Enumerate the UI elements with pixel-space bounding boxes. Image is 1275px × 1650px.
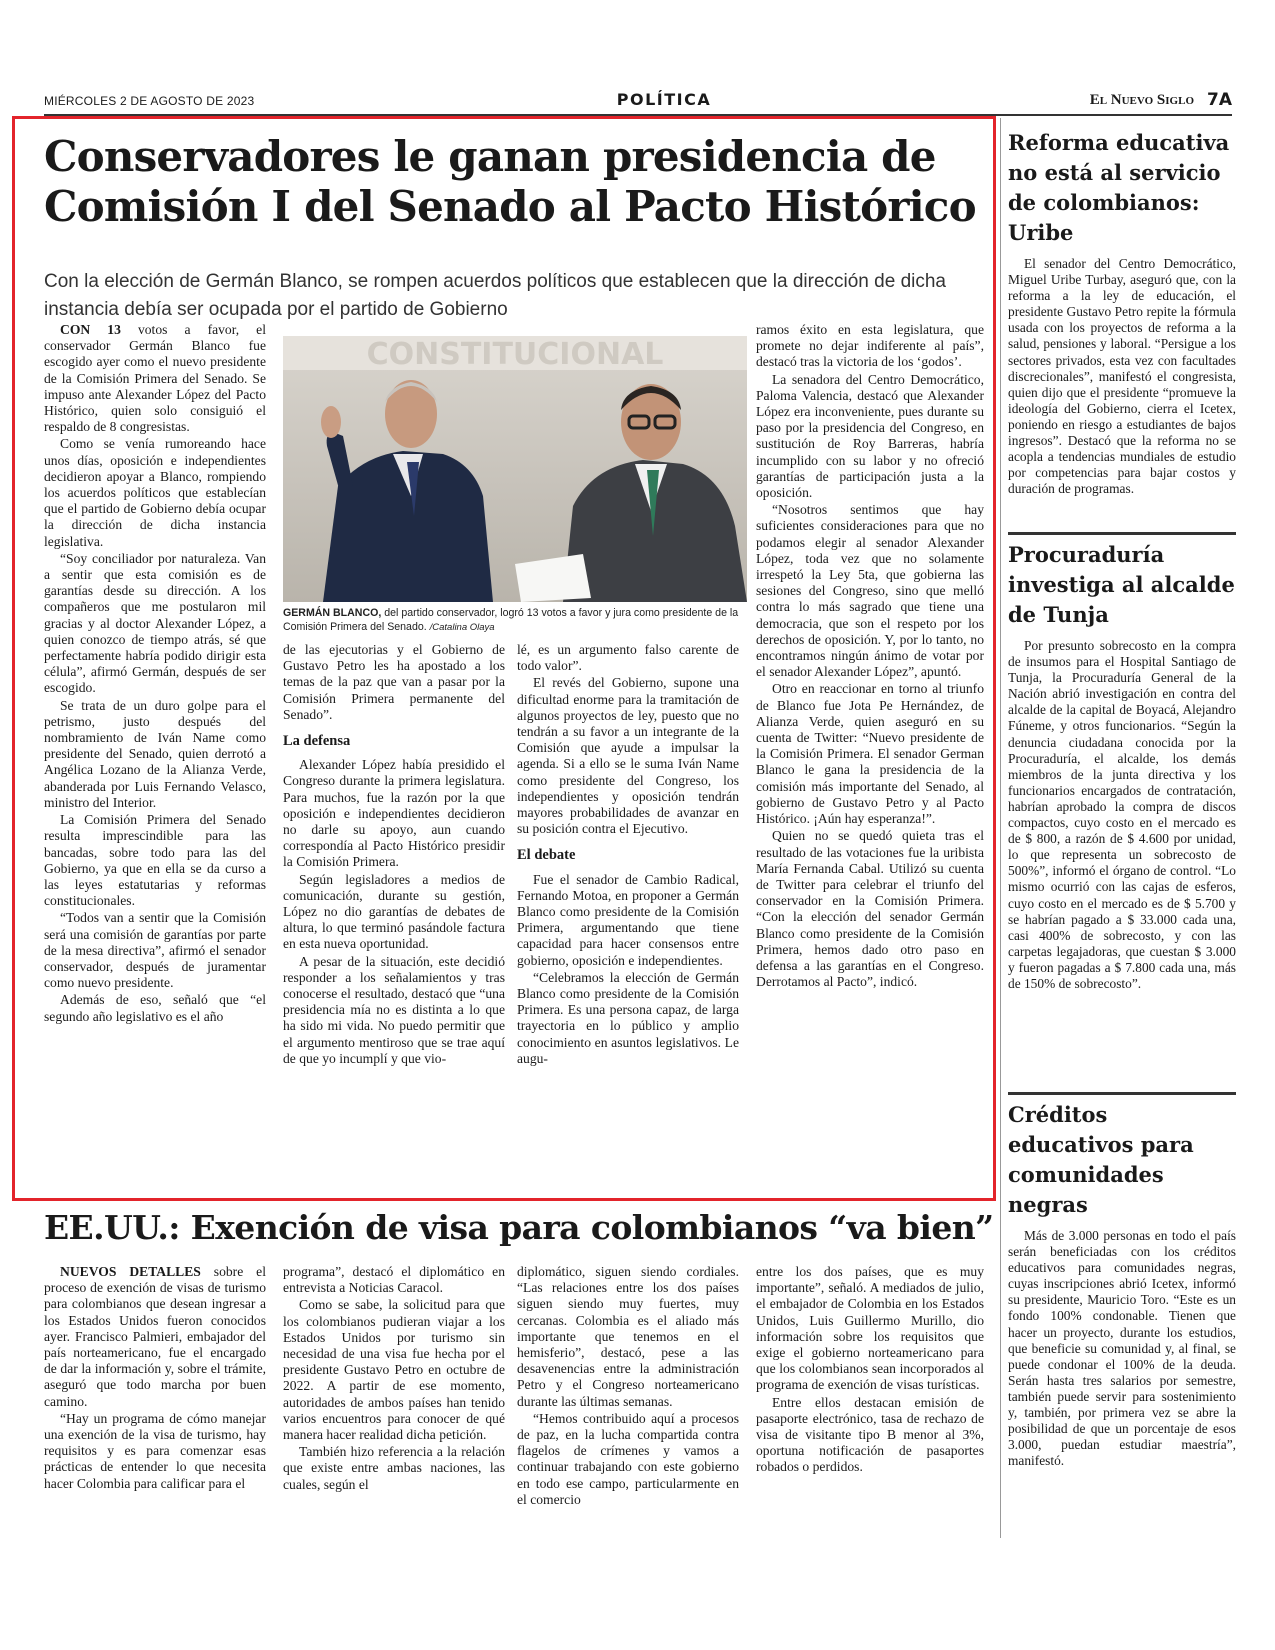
header-paper-name: El Nuevo Siglo [1089,92,1194,108]
paragraph: “Nosotros sentimos que hay suficientes consideraciones para que no podamos elegir al senador Alexander López, toda vez que no solamente irrespetó la Ley 5ta, que gobierna las sesiones del Congreso, sino que melló contra lo más sagrado que tiene una democracia, que son el respeto por los derechos de oposición. Y, por lo tanto, no encontramos ningún ánimo de votar por el senador Alexander López”, apuntó. [756,502,984,680]
paragraph: Además de eso, señaló que “el segundo año legislativo es el año [44,992,266,1024]
paragraph: “Hemos contribuido aquí a procesos de paz, en la lucha compartida contra flagelos de crímenes y vamos a continuar trabajando con este gobierno en todo ese campo, particularmente en el comercio [517,1410,739,1507]
paragraph: de las ejecutorias y el Gobierno de Gustavo Petro les ha apostado a los temas de la paz que van a pasar por la Comisión Primera permanente del Senado”. [283,642,505,722]
sidebar-story-procuraduria [1008,540,1236,993]
page-header [44,90,1232,116]
caption-text: del partido conservador, logró 13 votos a favor y jura como presidente de la Comisión Primera del Senado. [283,607,739,633]
caption-name: GERMÁN BLANCO, [283,607,382,619]
sidebar-story-body [1008,638,1236,992]
header-section: POLÍTICA [616,90,712,109]
paragraph [44,322,266,435]
visa-column-4 [756,1264,984,1477]
subhead-debate: El debate [517,847,576,864]
sidebar-story-body [1008,1228,1236,1469]
paragraph: Alexander López había presidido el Congreso durante la primera legislatura. Para muchos, fue la razón por la que oposición e independientes decidieron no darle su apoyo, aun cuando correspondía al Pacto Histórico presidir la Comisión Primera. [283,757,505,870]
paragraph: Se trata de un duro golpe para el petrismo, justo después del nombramiento de Iván Name como presidente del Senado, quien derrotó a Angélica Lozano de la Alianza Verde, abanderada por Luis Fernando Velasco, ministro del Interior. [44,697,266,810]
visa-column-1 [44,1264,266,1493]
caption-credit: /Catalina Olaya [429,622,495,633]
header-page-number: 7A [1207,90,1232,110]
paragraph: La senadora del Centro Democrático, Paloma Valencia, destacó que Alexander López era inconveniente, pues durante su paso por la presidencia del Congreso, en sustitución de Roy Barreras, habría incumplido con su labor y no ofreció garantías de participación justa a la oposición. [756,371,984,501]
paragraph: programa”, destacó el diplomático en entrevista a Noticias Caracol. [283,1264,505,1296]
visa-column-3 [517,1264,739,1509]
main-column-2 [283,642,505,1068]
main-column-4 [756,322,984,991]
kicker: CON 13 [60,322,121,337]
photo-caption [283,606,747,635]
paragraph: La Comisión Primera del Senado resulta imprescindible para las bancadas, sobre todo para las del Gobierno, ya que en ella se da curso a las leyes estatutarias y reformas constitucionales. [44,812,266,909]
main-headline: Conservadores le ganan presidencia de Comisión I del Senado al Pacto Histórico [44,132,976,231]
paragraph: A pesar de la situación, este decidió responder a los señalamientos y tras conocerse el resultado, destacó que “una presidencia mía no es distinta a lo que ha sido mi vida. No puedo permitir que el argumento mentiroso que se trae aquí de que yo incumplí y que vio- [283,953,505,1066]
paragraph: “Hay un programa de cómo manejar una exención de la visa de turismo, hay requisitos y es para comenzar esas prácticas de entender lo que necesita hacer Colombia para calificar para el [44,1410,266,1491]
paragraph: El senador del Centro Democrático, Miguel Uribe Turbay, aseguró que, con la reforma a la ley de educación, el presidente Gustavo Petro repite la fórmula usada con los proyectos de reforma a la salud, pensiones y laboral. “Persigue a los sectores privados, esta vez con facultades discrecionales”, manifestó el congresista, quien dijo que el presidente “promueve la ideología del Gobierno, cierra el Icetex, poniendo en riesgo a estudiantes de bajos ingresos”. Destacó que la reforma no se acopla a tendencias mundiales de estudio por competencias para bajar costos y duración de programas. [1008,256,1236,497]
sidebar-story-title: Créditos educativos para comunidades negras [1008,1102,1194,1217]
paragraph: lé, es un argumento falso carente de todo valor”. [517,642,739,674]
sidebar-story-title: Reforma educativa no está al servicio de colombianos: Uribe [1008,130,1230,245]
kicker: NUEVOS DETALLES [60,1264,201,1279]
paragraph: Como se venía rumoreando hace unos días, oposición e independientes decidieron apoyar a Blanco, rompiendo los acuerdos políticos que establecían que el partido de Gobierno debía ocupar la dirección de dicha instancia legislativa. [44,436,266,549]
sidebar-divider [1000,118,1001,1538]
main-column-1 [44,322,266,1026]
paragraph: Por presunto sobrecosto en la compra de insumos para el Hospital Santiago de Tunja, la Procuraduría General de la Nación abrió investigación en contra del alcalde de la capital de Boyacá, Alejandro Fúneme, y otros funcionarios. “Según la denuncia ciudadana conocida por la Procuraduría, el alcalde, los demás miembros de la junta directiva y los funcionarios encargados de contratación, habrían aprobado la compra de discos compactos, cuyo costo en el mercado es de $ 800, a razón de $ 4.600 por unidad, lo que representa un sobrecosto de 500%”, informó el órgano de control. “Lo mismo ocurrió con las cajas de esferos, cuyo costo en el mercado es de $ 5.700 y se habrían pagado a $ 33.000 cada una, casi 400% de sobrecosto, y con las carpetas legajadoras, que cuestan $ 3.000 y fueron pagadas a $ 7.800 cada una, más de 150% de sobrecosto”. [1008,638,1236,991]
paragraph-text: sobre el proceso de exención de visas de turismo para colombianos que desean ingresar a los Estados Unidos fueron conocidos ayer. Francisco Palmieri, embajador del país norteamericano, fue el encargado de dar la información y, sobre el trámite, aseguró que todo marcha por buen camino. [44,1264,266,1409]
photo-background-text: CONSTITUCIONAL [366,337,664,372]
visa-headline: EE.UU.: Exención de visa para colombianos “va bien” [44,1208,994,1247]
paragraph: Según legisladores a medios de comunicación, durante su gestión, López no dio garantías de debates de altura, lo que terminó pasándole factura en esta nueva oportunidad. [283,871,505,952]
sidebar-story-title: Procuraduría investiga al alcalde de Tunja [1008,542,1235,627]
paragraph [44,1264,266,1410]
paragraph: También hizo referencia a la relación que existe entre ambas naciones, las cuales, según el [283,1444,505,1492]
paragraph-text: votos a favor, el conservador Germán Blanco fue escogido ayer como el nuevo presidente de la Comisión Primera del Senado. Se impuso ante Alexander López del Pacto Histórico, quien solo consiguió el respaldo de 8 congresistas. [44,322,266,435]
paragraph: El revés del Gobierno, supone una dificultad enorme para la tramitación de algunos proyectos de ley, puesto que no tendrán a su favor a un integrante de la Comisión que ayude a impulsar la agenda. Si a ello se le suma Iván Name como presidente del Congreso, los independientes y oposición tendrán mayores probabilidades de avanzar en su posición contra el Ejecutivo. [517,675,739,837]
paragraph: Fue el senador de Cambio Radical, Fernando Motoa, en proponer a Germán Blanco como presidente de la Comisión Primera, argumentando que tiene capacidad para hacer consensos entre gobierno, oposición e independientes. [517,871,739,968]
sidebar-separator [1008,1092,1236,1095]
main-photo [283,336,747,602]
sidebar-separator [1008,532,1236,535]
paragraph: ramos éxito en esta legislatura, que promete no dejar indiferente al país”, destacó tras la victoria de los ‘godos’. [756,322,984,370]
main-subtitle: Con la elección de Germán Blanco, se rompen acuerdos políticos que establecen que la dirección de dicha instancia debía ser ocupada por el partido de Gobierno [44,271,946,320]
paragraph: Otro en reaccionar en torno al triunfo de Blanco fue Jota Pe Hernández, de Alianza Verde, quien aseguró en su cuenta de Twitter: “Nuevo presidente de la Comisión Primera. El senador German Blanco le gana la presidencia de la comisión más importante del Senado, al gobierno de Gustavo Petro y al Pacto Histórico. ¡Aún hay esperanza!”. [756,681,984,827]
paragraph: “Celebramos la elección de Germán Blanco como presidente de la Comisión Primera. Es una persona capaz, de larga trayectoria en lo público y amplio conocimiento en asuntos legislativos. Le augu- [517,969,739,1066]
paragraph: Quien no se quedó quieta tras el resultado de las votaciones fue la uribista María Fernanda Cabal. Utilizó su cuenta de Twitter para celebrar el triunfo del conservador en la Comisión Primera. “Con la elección del senador Germán Blanco como presidente de la Comisión Primera, hemos dado otro paso en defensa a las garantías en el Congreso. Derrotamos al Pacto”, indicó. [756,828,984,990]
subhead-defensa: La defensa [283,733,351,750]
paragraph: Más de 3.000 personas en todo el país serán beneficiadas con los créditos educativos para comunidades negras, cuyas inscripciones abrió Icetex, informó su presidente, Mauricio Toro. “Este es un fondo 100% condonable. Tienen que hacer un proyecto, durante los estudios, que beneficie su comunidad y, al final, se puede condonar el 100% de la deuda. Serán hasta tres salarios por semestre, también puede servir para sostenimiento y, también, por primera vez se abre la posibilidad de que un porcentaje de esos 3.000, puedan estudiar maestría”, manifestó. [1008,1228,1236,1469]
sidebar-story-uribe [1008,128,1236,498]
photo-two-men-swearing-in-icon [283,336,747,602]
sidebar-story-body [1008,256,1236,497]
visa-column-2 [283,1264,505,1494]
paragraph: Entre ellos destacan emisión de pasaporte electrónico, tasa de rechazo de visa de visitante tipo B menor al 3%, oportuna notificación de pasaportes robados o perdidos. [756,1394,984,1475]
main-column-3 [517,642,739,1068]
paragraph: diplomático, siguen siendo cordiales. “Las relaciones entre los dos países siguen siendo muy fuertes, muy cercanas. Colombia es el aliado más importante que tenemos en el hemisferio”, destacó, pese a las desavenencias entre la administración Petro y el Congreso norteamericano durante las últimas semanas. [517,1264,739,1409]
header-date: MIÉRCOLES 2 DE AGOSTO DE 2023 [44,94,255,108]
paragraph: Como se sabe, la solicitud para que los colombianos pudieran viajar a los Estados Unidos por turismo sin necesidad de una visa fue hecha por el presidente Gustavo Petro en octubre de 2022. A partir de ese momento, autoridades de ambos países han tenido varios encuentros para conocer de qué manera hacer realidad dicha petición. [283,1297,505,1443]
paragraph: “Soy conciliador por naturaleza. Van a sentir que esta comisión es de garantías desde su dirección. A los compañeros que me postularon mil gracias y al doctor Alexander López, a quien conozco de tiempo atrás, sé que perfectamente habría podido dirigir esta célula”, afirmó Germán, después de ser escogido. [44,550,266,696]
paragraph: entre los dos países, que es muy importante”, señaló. A mediados de julio, el embajador de Colombia en los Estados Unidos, Luis Guillermo Murillo, dio información sobre los requisitos que exige el gobierno norteamericano para que los colombianos sean incorporados al programa de exención de visas turísticas. [756,1264,984,1393]
paragraph: “Todos van a sentir que la Comisión será una comisión de garantías por parte de la mesa directiva”, afirmó el senador conservador, después de juramentar como nuevo presidente. [44,910,266,991]
sidebar-story-creditos [1008,1100,1236,1470]
